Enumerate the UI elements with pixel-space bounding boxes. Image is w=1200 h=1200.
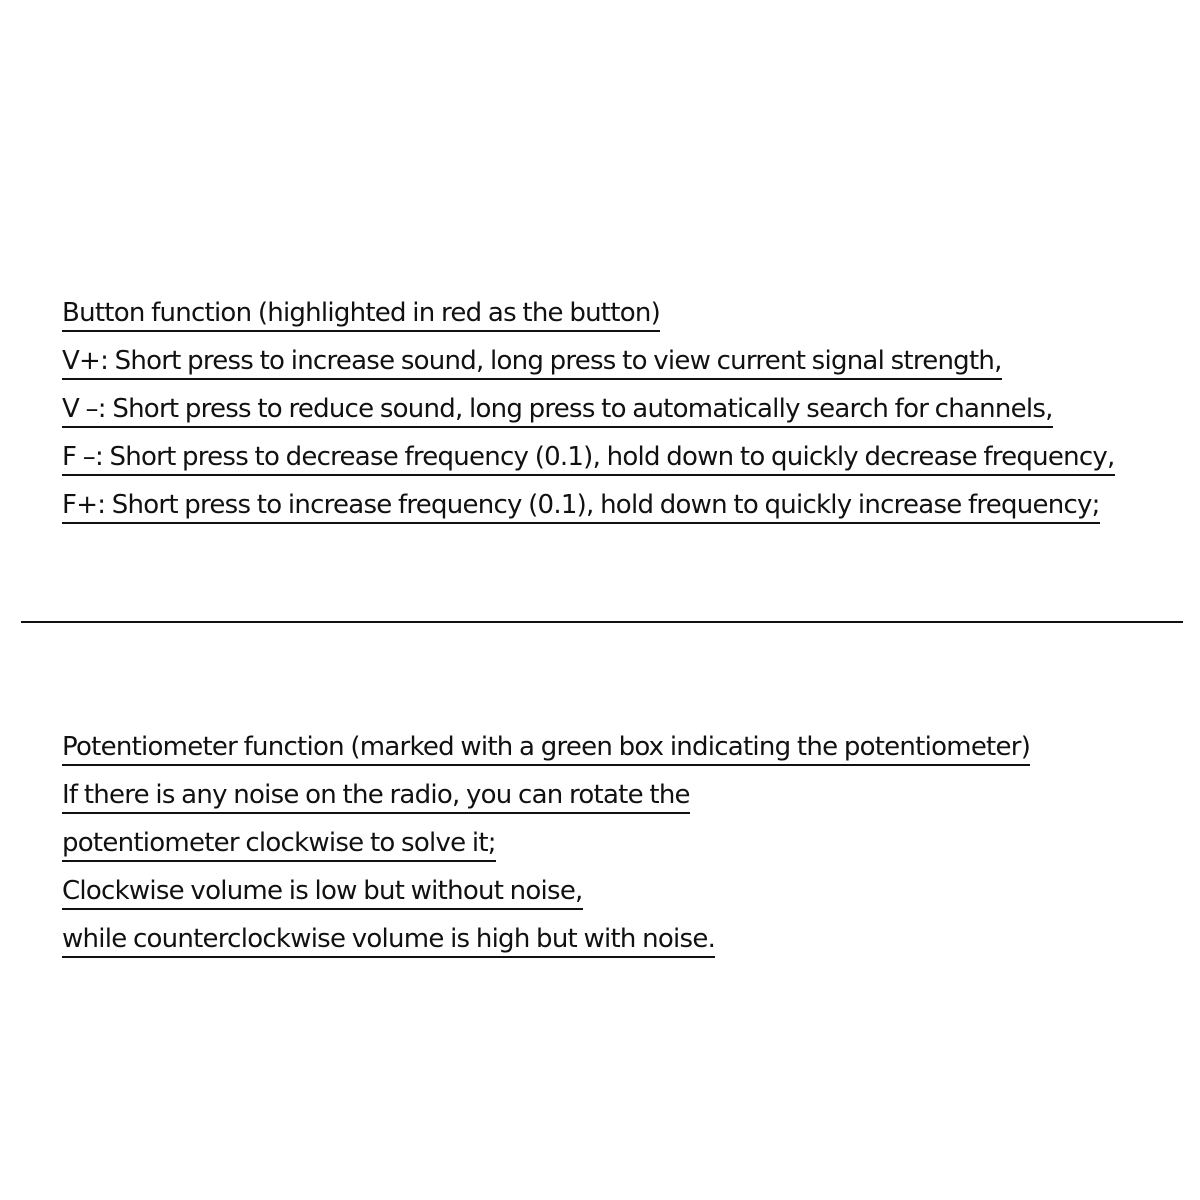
potentiometer-line-1: If there is any noise on the radio, you can rotate the (62, 772, 1186, 820)
instruction-line-v-plus: V+: Short press to increase sound, long press to view current signal strength, (62, 338, 1186, 386)
potentiometer-function-section (62, 724, 1186, 964)
potentiometer-function-heading: Potentiometer function (marked with a green box indicating the potentiometer) (62, 724, 1186, 772)
button-function-heading: Button function (highlighted in red as the button) (62, 290, 1186, 338)
button-function-section (62, 290, 1186, 530)
potentiometer-line-3: Clockwise volume is low but without noise, (62, 868, 1186, 916)
section-divider (21, 621, 1183, 623)
instruction-line-f-plus: F+: Short press to increase frequency (0.1), hold down to quickly increase frequency; (62, 482, 1186, 530)
potentiometer-line-4: while counterclockwise volume is high but with noise. (62, 916, 1186, 964)
instruction-line-f-minus: F –: Short press to decrease frequency (0.1), hold down to quickly decrease frequency, (62, 434, 1186, 482)
instruction-line-v-minus: V –: Short press to reduce sound, long press to automatically search for channels, (62, 386, 1186, 434)
potentiometer-line-2: potentiometer clockwise to solve it; (62, 820, 1186, 868)
